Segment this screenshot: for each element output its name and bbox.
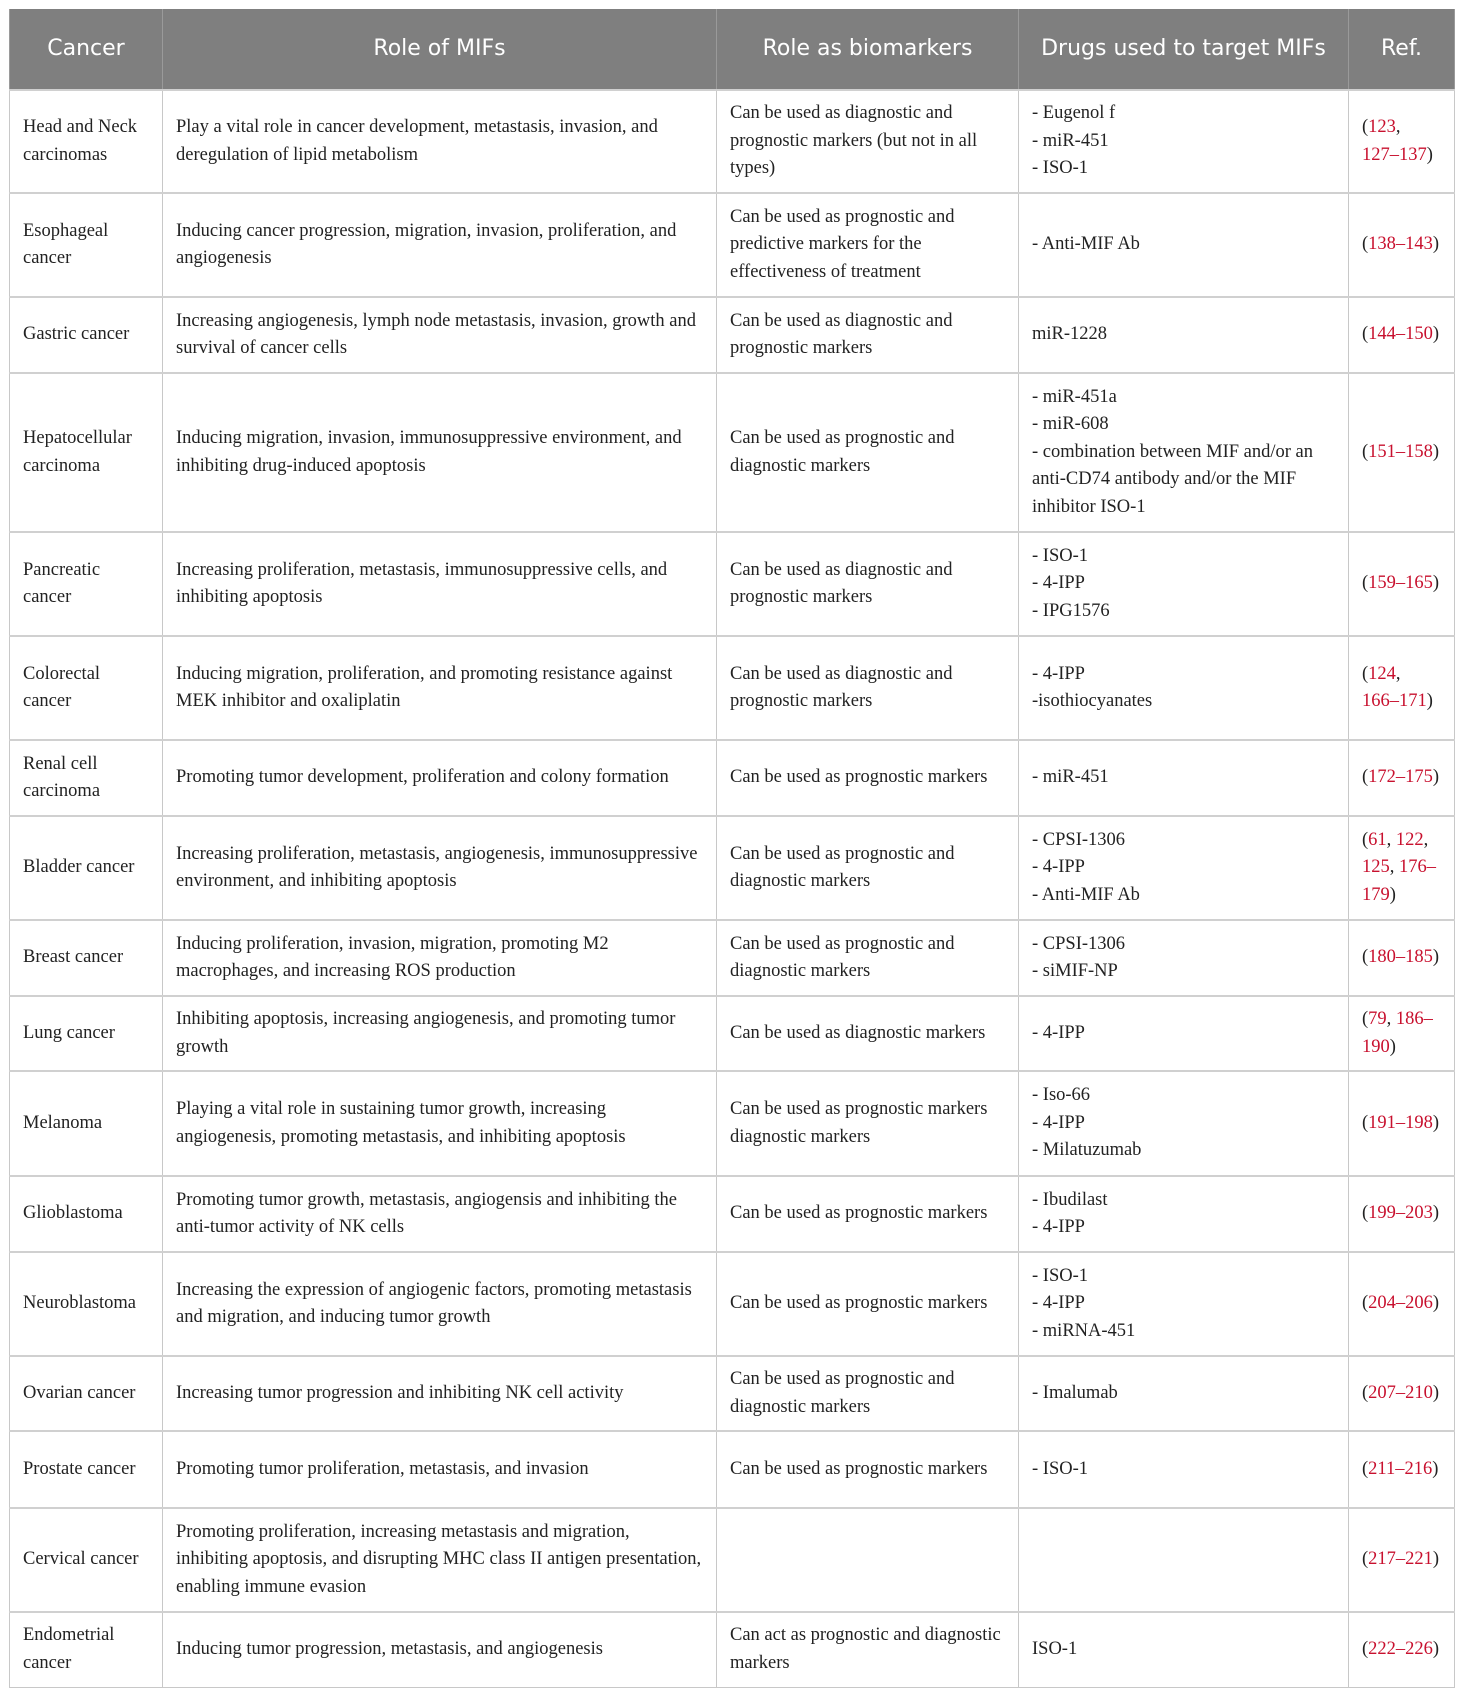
drug-item: - Anti-MIF Ab [1032, 234, 1140, 255]
ref-punct: ) [1389, 884, 1396, 905]
table-row [10, 996, 1455, 1071]
ref-link[interactable]: 191–198 [1368, 1112, 1433, 1133]
ref-cell [1349, 1612, 1455, 1687]
drug-item: - Milatuzumab [1032, 1140, 1142, 1161]
ref-link[interactable]: 138–143 [1368, 234, 1433, 255]
cancer-cell: Colorectal cancer [10, 636, 163, 740]
cancer-cell: Lung cancer [10, 996, 163, 1071]
ref-cell [1349, 1431, 1455, 1508]
table-row [10, 636, 1455, 740]
drug-item: - 4-IPP [1032, 1022, 1085, 1043]
drug-item: - siMIF-NP [1032, 961, 1118, 981]
ref-punct: ( [1362, 829, 1369, 850]
ref-cell [1349, 532, 1455, 636]
drugs-cell [1019, 90, 1349, 193]
ref-cell [1349, 740, 1455, 816]
table-row [10, 1431, 1455, 1508]
drugs-cell [1019, 920, 1349, 996]
drug-item: - 4-IPP [1032, 1293, 1085, 1314]
table-row [10, 193, 1455, 297]
header-ref: Ref. [1349, 9, 1455, 90]
ref-cell [1349, 636, 1455, 740]
cancer-cell: Bladder cancer [10, 816, 163, 920]
ref-link[interactable]: 166–171 [1362, 691, 1427, 711]
drug-item: - miR-451 [1032, 130, 1109, 151]
cancer-cell: Endometrial cancer [10, 1612, 163, 1687]
drugs-cell [1019, 1612, 1349, 1687]
cancer-cell: Gastric cancer [10, 297, 163, 373]
ref-link[interactable]: 180–185 [1368, 947, 1433, 968]
ref-punct: ( [1362, 441, 1369, 462]
ref-cell [1349, 1071, 1455, 1176]
drug-item: - Iso-66 [1032, 1085, 1091, 1106]
drugs-cell [1019, 996, 1349, 1071]
ref-punct: ( [1362, 1549, 1369, 1570]
drug-item: -isothiocyanates [1032, 691, 1153, 711]
table-row [10, 90, 1455, 193]
table-row [10, 1071, 1455, 1176]
ref-punct: ) [1432, 947, 1440, 968]
cancer-cell: Cervical cancer [10, 1508, 163, 1612]
drugs-cell [1019, 1071, 1349, 1176]
drug-item: - 4-IPP [1032, 663, 1085, 684]
ref-link[interactable]: 172–175 [1368, 767, 1433, 788]
drug-item: - 4-IPP [1032, 857, 1085, 878]
ref-punct: ) [1432, 573, 1440, 594]
table-row [10, 297, 1455, 373]
drug-item: - ISO-1 [1032, 1265, 1089, 1286]
role-cell: Play a vital role in cancer development, metastasis, invasion, and deregulation of lipid metabolism [163, 90, 717, 193]
drugs-cell [1019, 816, 1349, 920]
ref-punct: ( [1362, 573, 1369, 594]
biomarker-cell: Can be used as diagnostic markers [717, 996, 1019, 1071]
ref-cell [1349, 90, 1455, 193]
table-row [10, 1612, 1455, 1687]
drugs-cell [1019, 1431, 1349, 1508]
table-row [10, 1356, 1455, 1431]
ref-punct: ) [1432, 1458, 1439, 1479]
cancer-cell: Breast cancer [10, 920, 163, 996]
role-cell: Playing a vital role in sustaining tumor growth, increasing angiogenesis, promoting metastasis, and inhibiting apoptosis [163, 1071, 717, 1176]
drug-item: ISO-1 [1032, 1639, 1078, 1659]
ref-punct: ) [1426, 691, 1433, 711]
ref-punct: ) [1432, 441, 1440, 462]
drug-item: - 4-IPP [1032, 1217, 1085, 1237]
cancer-cell: Pancreatic cancer [10, 532, 163, 636]
drug-item: miR-1228 [1032, 324, 1108, 345]
drug-item: - miR-608 [1032, 414, 1109, 435]
ref-punct: ) [1432, 324, 1440, 345]
biomarker-cell: Can be used as prognostic markers diagnostic markers [717, 1071, 1019, 1176]
table-row [10, 816, 1455, 920]
cancer-cell: Prostate cancer [10, 1431, 163, 1508]
ref-punct: , [1389, 857, 1399, 878]
role-cell: Inducing migration, invasion, immunosuppressive environment, and inhibiting drug-induced apoptosis [163, 373, 717, 532]
table-row [10, 532, 1455, 636]
biomarker-cell: Can act as prognostic and diagnostic markers [717, 1612, 1019, 1687]
ref-punct: ) [1432, 1293, 1440, 1314]
ref-punct: ) [1432, 1639, 1440, 1659]
biomarker-cell: Can be used as prognostic and diagnostic markers [717, 920, 1019, 996]
drug-item: - Imalumab [1032, 1382, 1118, 1403]
drugs-cell [1019, 297, 1349, 373]
cancer-cell: Hepatocellular carcinoma [10, 373, 163, 532]
role-cell: Promoting tumor proliferation, metastasis, and invasion [163, 1431, 717, 1508]
ref-cell [1349, 373, 1455, 532]
cancer-cell: Head and Neck carcinomas [10, 90, 163, 193]
drugs-cell [1019, 740, 1349, 816]
ref-punct: ( [1362, 767, 1369, 788]
role-cell: Inducing proliferation, invasion, migration, promoting M2 macrophages, and increasing ROS production [163, 920, 717, 996]
ref-punct: ( [1362, 117, 1369, 137]
ref-punct: ( [1362, 1639, 1369, 1659]
header-role: Role of MIFs [163, 9, 717, 90]
ref-punct: ) [1432, 1382, 1440, 1403]
drug-item: - CPSI-1306 [1032, 829, 1126, 850]
drug-item: - 4-IPP [1032, 573, 1085, 594]
table-row [10, 373, 1455, 532]
cancer-cell: Glioblastoma [10, 1176, 163, 1252]
role-cell: Increasing angiogenesis, lymph node metastasis, invasion, growth and survival of cancer cells [163, 297, 717, 373]
drug-item: - Ibudilast [1032, 1189, 1108, 1210]
role-cell: Promoting proliferation, increasing metastasis and migration, inhibiting apoptosis, and disrupting MHC class II antigen presentation, enabling immune evasion [163, 1508, 717, 1612]
biomarker-cell: Can be used as prognostic markers [717, 1431, 1019, 1508]
ref-link[interactable]: 176–179 [1362, 857, 1436, 905]
drugs-cell [1019, 532, 1349, 636]
ref-punct: ( [1362, 1458, 1369, 1479]
ref-link[interactable]: 217–221 [1368, 1549, 1433, 1570]
ref-punct: ) [1432, 1203, 1440, 1224]
biomarker-cell: Can be used as prognostic markers [717, 740, 1019, 816]
ref-punct: ( [1362, 234, 1369, 255]
role-cell: Increasing the expression of angiogenic factors, promoting metastasis and migration, and inducing tumor growth [163, 1252, 717, 1356]
drug-item: - CPSI-1306 [1032, 933, 1126, 954]
drug-item: - Anti-MIF Ab [1032, 884, 1140, 905]
role-cell: Increasing proliferation, metastasis, angiogenesis, immunosuppressive environment, and inhibiting apoptosis [163, 816, 717, 920]
drug-item: - 4-IPP [1032, 1112, 1085, 1133]
header-row [10, 9, 1455, 90]
drug-item: - ISO-1 [1032, 545, 1089, 566]
ref-punct: ) [1432, 767, 1440, 788]
biomarker-cell: Can be used as prognostic and diagnostic markers [717, 816, 1019, 920]
ref-link[interactable]: 122 [1395, 829, 1424, 850]
role-cell: Inducing migration, proliferation, and promoting resistance against MEK inhibitor and oxaliplatin [163, 636, 717, 740]
ref-punct: ( [1362, 1382, 1369, 1403]
ref-cell [1349, 193, 1455, 297]
table-row [10, 1176, 1455, 1252]
ref-cell [1349, 297, 1455, 373]
header-cancer: Cancer [10, 9, 163, 90]
role-cell: Increasing tumor progression and inhibiting NK cell activity [163, 1356, 717, 1431]
ref-link[interactable]: 125 [1362, 857, 1390, 878]
ref-cell [1349, 1176, 1455, 1252]
drug-item: - Eugenol f [1032, 103, 1116, 124]
ref-punct: ( [1362, 324, 1369, 345]
ref-link[interactable]: 222–226 [1368, 1639, 1433, 1659]
cancer-cell: Neuroblastoma [10, 1252, 163, 1356]
cancer-cell: Melanoma [10, 1071, 163, 1176]
drug-item: - miR-451 [1032, 767, 1109, 788]
ref-punct: ( [1362, 1293, 1369, 1314]
biomarker-cell: Can be used as prognostic markers [717, 1176, 1019, 1252]
role-cell: Inducing cancer progression, migration, invasion, proliferation, and angiogenesis [163, 193, 717, 297]
role-cell: Increasing proliferation, metastasis, immunosuppressive cells, and inhibiting apoptosis [163, 532, 717, 636]
drugs-cell [1019, 1508, 1349, 1612]
drug-item: - IPG1576 [1032, 600, 1110, 621]
ref-punct: ( [1362, 1203, 1369, 1224]
table-row [10, 1508, 1455, 1612]
ref-link[interactable]: 127–137 [1362, 144, 1427, 165]
ref-link[interactable]: 124 [1368, 663, 1396, 684]
ref-link[interactable]: 144–150 [1368, 324, 1433, 345]
drugs-cell [1019, 636, 1349, 740]
header-biomarkers: Role as biomarkers [717, 9, 1019, 90]
biomarker-cell: Can be used as diagnostic and prognostic markers [717, 532, 1019, 636]
role-cell: Inducing tumor progression, metastasis, and angiogenesis [163, 1612, 717, 1687]
role-cell: Inhibiting apoptosis, increasing angiogenesis, and promoting tumor growth [163, 996, 717, 1071]
cancer-cell: Esophageal cancer [10, 193, 163, 297]
ref-link[interactable]: 151–158 [1368, 441, 1433, 462]
ref-punct: ( [1362, 1112, 1369, 1133]
drug-item: - ISO-1 [1032, 158, 1089, 179]
mif-cancer-table [9, 9, 1455, 1688]
ref-punct: ( [1362, 947, 1369, 968]
ref-punct: ) [1432, 1549, 1440, 1570]
biomarker-cell: Can be used as diagnostic and prognostic markers [717, 636, 1019, 740]
drug-item: - combination between MIF and/or an anti-CD74 antibody and/or the MIF inhibitor ISO-1 [1032, 441, 1314, 517]
ref-link[interactable]: 199–203 [1368, 1203, 1433, 1224]
biomarker-cell: Can be used as diagnostic and prognostic markers [717, 297, 1019, 373]
drug-item: - miR-451a [1032, 386, 1117, 407]
ref-punct: ( [1362, 1009, 1369, 1029]
ref-link[interactable]: 61 [1368, 829, 1387, 850]
header-drugs: Drugs used to target MIFs [1019, 9, 1349, 90]
biomarker-cell: Can be used as prognostic and diagnostic markers [717, 373, 1019, 532]
ref-punct: , [1395, 663, 1401, 684]
drugs-cell [1019, 373, 1349, 532]
ref-link[interactable]: 186–190 [1362, 1009, 1433, 1057]
biomarker-cell: Can be used as diagnostic and prognostic markers (but not in all types) [717, 90, 1019, 193]
ref-cell [1349, 996, 1455, 1071]
ref-link[interactable]: 123 [1368, 117, 1396, 137]
role-cell: Promoting tumor development, proliferation and colony formation [163, 740, 717, 816]
ref-cell [1349, 816, 1455, 920]
ref-punct: , [1386, 1009, 1396, 1029]
ref-punct: ( [1362, 663, 1369, 684]
ref-punct: ) [1432, 1112, 1440, 1133]
ref-punct: , [1395, 117, 1401, 137]
drugs-cell [1019, 193, 1349, 297]
ref-link[interactable]: 159–165 [1368, 573, 1433, 594]
table-row [10, 920, 1455, 996]
biomarker-cell: Can be used as prognostic markers [717, 1252, 1019, 1356]
cancer-cell: Ovarian cancer [10, 1356, 163, 1431]
table-row [10, 740, 1455, 816]
biomarker-cell [717, 1508, 1019, 1612]
biomarker-cell: Can be used as prognostic and predictive markers for the effectiveness of treatment [717, 193, 1019, 297]
role-cell: Promoting tumor growth, metastasis, angiogensis and inhibiting the anti-tumor activity of NK cells [163, 1176, 717, 1252]
ref-punct: , [1386, 829, 1396, 850]
drug-item: - ISO-1 [1032, 1458, 1089, 1479]
ref-punct: ) [1389, 1036, 1396, 1057]
ref-cell [1349, 1356, 1455, 1431]
ref-link[interactable]: 204–206 [1368, 1293, 1433, 1314]
ref-link[interactable]: 207–210 [1368, 1382, 1433, 1403]
ref-punct: ) [1426, 144, 1433, 165]
ref-cell [1349, 920, 1455, 996]
biomarker-cell: Can be used as prognostic and diagnostic markers [717, 1356, 1019, 1431]
ref-link[interactable]: 211–216 [1368, 1458, 1433, 1479]
ref-cell [1349, 1508, 1455, 1612]
drug-item: - miRNA-451 [1032, 1320, 1136, 1341]
table-row [10, 1252, 1455, 1356]
ref-link[interactable]: 79 [1368, 1009, 1387, 1029]
ref-punct: ) [1432, 234, 1440, 255]
drugs-cell [1019, 1356, 1349, 1431]
drugs-cell [1019, 1176, 1349, 1252]
cancer-cell: Renal cell carcinoma [10, 740, 163, 816]
ref-cell [1349, 1252, 1455, 1356]
drugs-cell [1019, 1252, 1349, 1356]
ref-punct: , [1423, 829, 1429, 850]
